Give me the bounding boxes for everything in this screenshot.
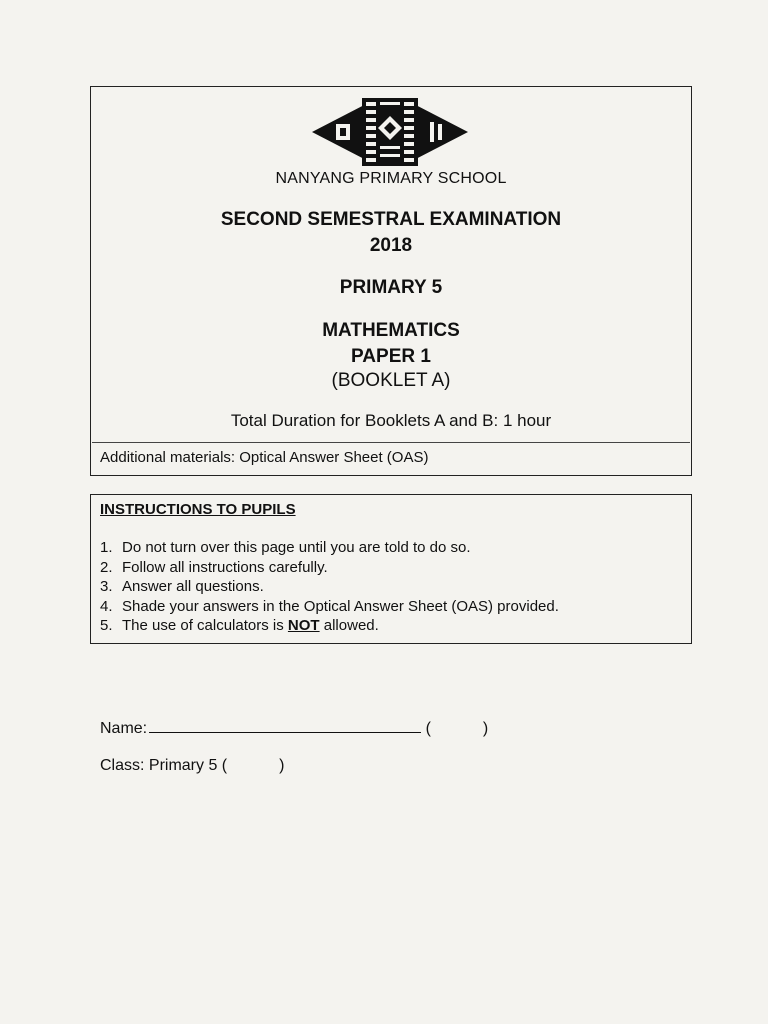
- exam-title: [90, 207, 692, 259]
- subject-heading: [90, 318, 692, 370]
- list-item: [100, 616, 559, 636]
- paper-number: PAPER 1: [351, 346, 431, 367]
- school-logo-icon: [312, 94, 468, 170]
- item-text: Shade your answers in the Optical Answer Sheet (OAS) provided.: [122, 597, 559, 615]
- booklet-label: (BOOKLET A): [331, 370, 451, 391]
- emphasis-not: NOT: [287, 617, 320, 634]
- class-label: Class: Primary 5 (: [100, 757, 228, 774]
- instructions-list: [100, 538, 559, 636]
- item-text-end: allowed.: [319, 617, 379, 634]
- list-item: [100, 577, 559, 597]
- exam-year: 2018: [369, 235, 413, 256]
- item-number: 5.: [100, 617, 113, 634]
- name-label: Name:: [100, 720, 148, 737]
- name-blank-line[interactable]: [149, 718, 421, 733]
- register-close-paren: ): [482, 720, 489, 737]
- materials-text: Additional materials: Optical Answer Sheet (OAS): [100, 449, 429, 466]
- class-close-paren: ): [279, 757, 285, 774]
- instructions-heading: INSTRUCTIONS TO PUPILS: [100, 501, 296, 518]
- exam-title-text: SECOND SEMESTRAL EXAMINATION: [220, 209, 562, 230]
- item-text: Follow all instructions carefully.: [122, 558, 328, 576]
- duration-text: Total Duration for Booklets A and B: 1 hour: [230, 411, 552, 430]
- subject-name: MATHEMATICS: [322, 320, 460, 341]
- register-open-paren: (: [425, 720, 431, 737]
- item-number: 2.: [100, 558, 113, 576]
- cover-divider: [92, 442, 690, 443]
- school-name: NANYANG PRIMARY SCHOOL: [275, 170, 507, 187]
- item-number: 3.: [100, 578, 113, 595]
- list-item: [100, 538, 559, 558]
- name-field-row: [100, 718, 488, 738]
- item-number: 1.: [100, 539, 113, 556]
- item-text: Do not turn over this page until you are told to do so.: [122, 539, 471, 556]
- list-item: [100, 558, 559, 578]
- item-text: Answer all questions.: [122, 578, 264, 595]
- level-heading: PRIMARY 5: [339, 277, 443, 298]
- item-number: 4.: [100, 597, 113, 615]
- class-field-row: [100, 757, 284, 775]
- list-item: [100, 597, 559, 617]
- item-text: The use of calculators is: [122, 617, 288, 634]
